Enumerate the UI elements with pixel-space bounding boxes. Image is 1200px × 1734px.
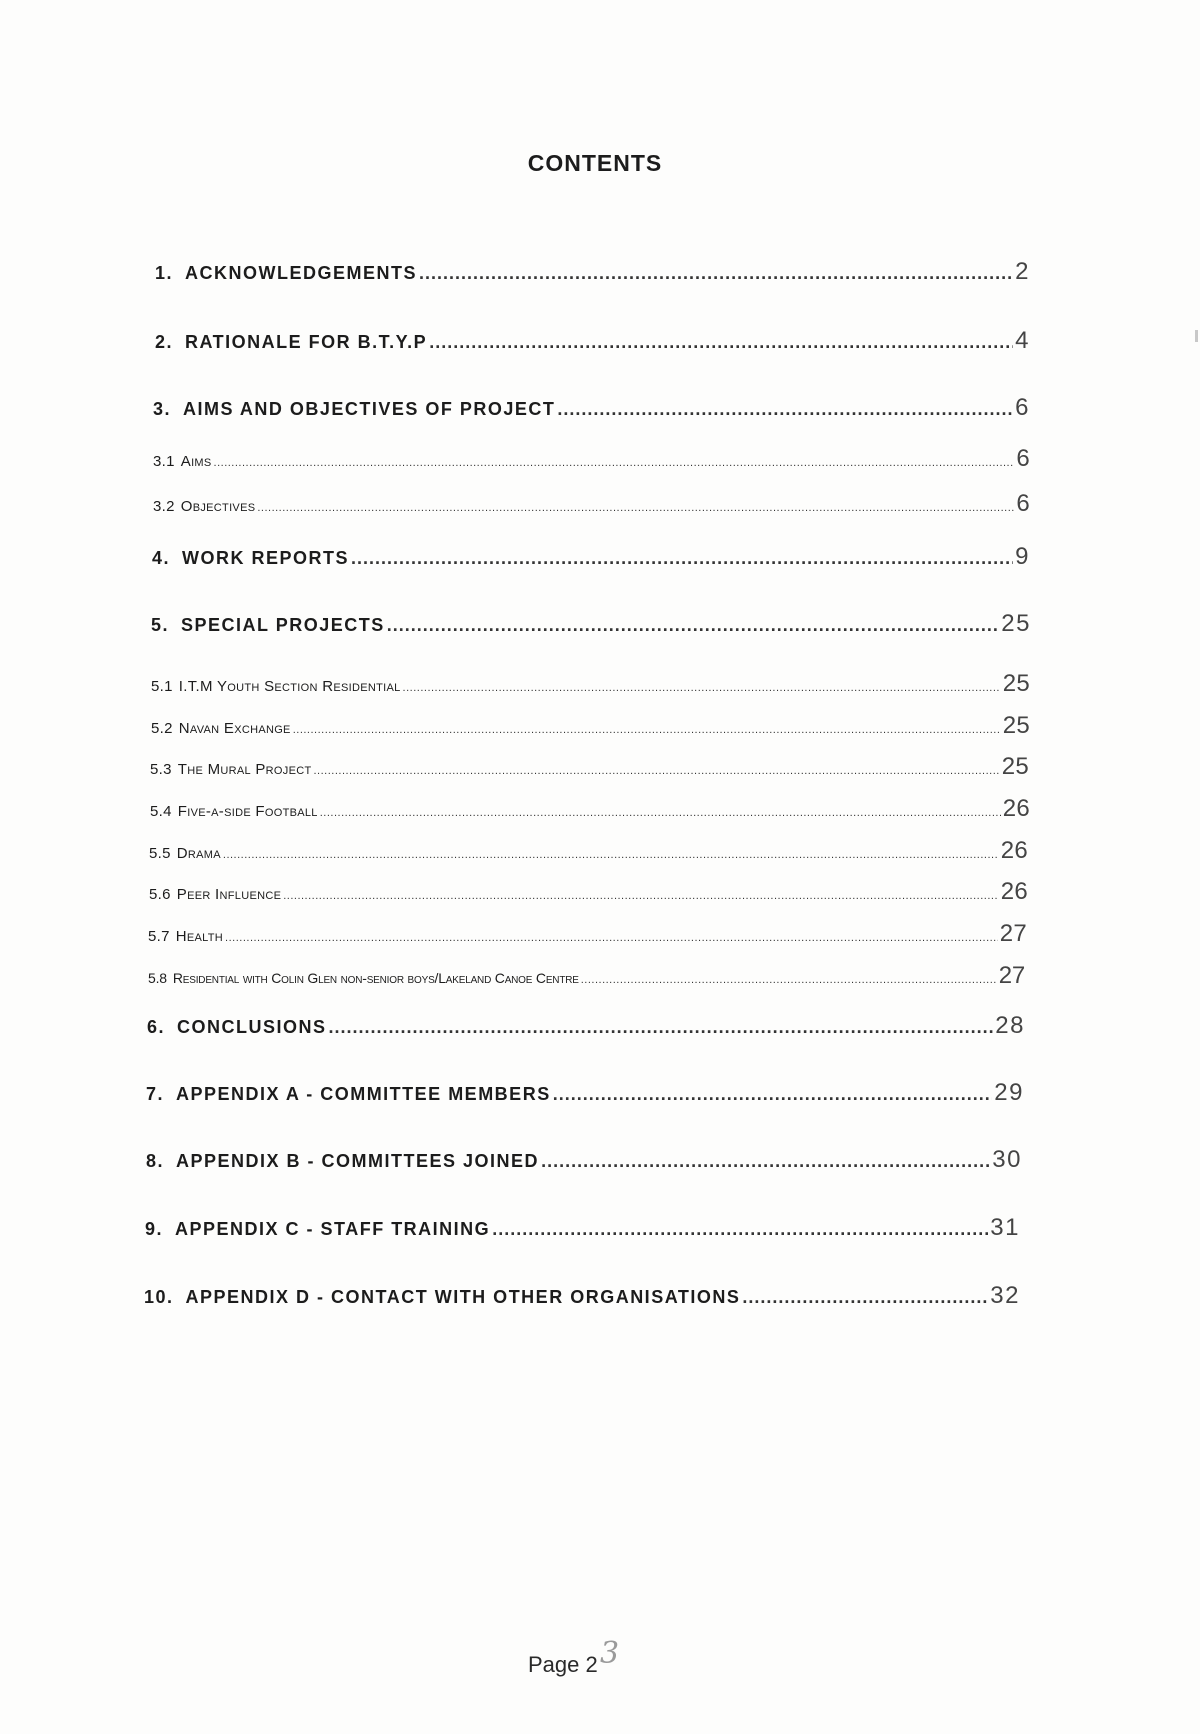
toc-subentry-aims: [153, 445, 1030, 473]
entry-number: 1.: [155, 263, 174, 283]
entry-page: 26: [1002, 795, 1030, 822]
dot-leader: [225, 932, 998, 944]
entry-page: 31: [990, 1214, 1020, 1241]
entry-page: 26: [1000, 878, 1028, 905]
dot-leader: [223, 849, 999, 861]
entry-title: APPENDIX B - COMMITTEES JOINED: [176, 1151, 540, 1171]
toc-entry-rationale: [155, 327, 1030, 355]
entry-page: 29: [994, 1079, 1024, 1106]
dot-leader: [742, 1287, 988, 1308]
toc-subentry-objectives: [153, 490, 1030, 518]
entry-title: Navan Exchange: [178, 720, 291, 737]
entry-number: 5.3: [150, 761, 172, 778]
dot-leader: [553, 1084, 993, 1105]
toc-entry-appendix-b: [146, 1146, 1022, 1174]
toc-entry-appendix-a: [146, 1079, 1024, 1107]
dot-leader: [581, 974, 997, 986]
entry-number: 8.: [146, 1151, 165, 1171]
entry-number: 10.: [144, 1287, 174, 1307]
entry-number: 5.6: [149, 886, 171, 903]
handwritten-annotation: 3: [600, 1636, 620, 1671]
entry-title: SPECIAL PROJECTS: [181, 615, 385, 635]
entry-page: 25: [1001, 753, 1029, 780]
entry-title: APPENDIX D - CONTACT WITH OTHER ORGANISATIONS: [185, 1287, 741, 1307]
page-title: CONTENTS: [527, 150, 663, 176]
page-number-footer: Page 2: [528, 1652, 598, 1677]
toc-subentry-residential-colin-glen: [148, 962, 1025, 990]
entry-number: 4.: [152, 548, 171, 568]
entry-number: 6.: [147, 1017, 166, 1037]
toc-subentry-peer-influence: [149, 878, 1028, 906]
entry-page: 32: [990, 1282, 1020, 1309]
entry-page: 27: [998, 962, 1025, 989]
entry-page: 6: [1016, 490, 1030, 517]
dot-leader: [314, 765, 1000, 777]
toc-entry-appendix-d: [144, 1282, 1020, 1310]
entry-number: 7.: [146, 1084, 165, 1104]
entry-number: 5.7: [148, 928, 170, 945]
toc-subentry-itm-residential: [151, 670, 1030, 698]
toc-subentry-navan-exchange: [151, 712, 1030, 740]
entry-number: 5.5: [149, 845, 171, 862]
entry-title: Residential with Colin Glen non-senior boys/Lakeland Canoe Centre: [172, 970, 579, 986]
entry-title: Health: [175, 928, 224, 945]
entry-page: 28: [995, 1012, 1025, 1039]
entry-title: WORK REPORTS: [182, 548, 350, 568]
dot-leader: [429, 332, 1013, 353]
dot-leader: [320, 807, 1001, 819]
entry-title: I.T.M Youth Section Residential: [178, 678, 401, 695]
dot-leader: [293, 724, 1001, 736]
entry-title: AIMS AND OBJECTIVES OF PROJECT: [183, 399, 556, 419]
toc-entry-aims-objectives: [153, 394, 1030, 422]
entry-page: 4: [1015, 327, 1030, 354]
entry-number: 5.8: [148, 970, 167, 986]
toc-entry-work-reports: [152, 543, 1030, 571]
entry-title: The Mural Project: [177, 761, 312, 778]
entry-title: RATIONALE FOR B.T.Y.P: [185, 332, 428, 352]
entry-title: Five-a-side Football: [177, 803, 318, 820]
entry-number: 9.: [145, 1219, 164, 1239]
dot-leader: [351, 548, 1013, 569]
entry-title: Objectives: [180, 498, 256, 515]
entry-page: 6: [1015, 394, 1030, 421]
entry-title: ACKNOWLEDGEMENTS: [185, 263, 418, 283]
entry-page: 26: [1000, 837, 1028, 864]
dot-leader: [419, 263, 1013, 284]
toc-entry-special-projects: [151, 610, 1031, 638]
toc-subentry-health: [148, 920, 1027, 948]
toc-entry-acknowledgements: [155, 258, 1030, 286]
dot-leader: [283, 890, 998, 902]
entry-title: Aims: [180, 453, 212, 470]
entry-title: Drama: [176, 845, 221, 862]
entry-title: Peer Influence: [176, 886, 282, 903]
entry-number: 3.: [153, 399, 172, 419]
toc-entry-conclusions: [147, 1012, 1025, 1040]
toc-entry-appendix-c: [145, 1214, 1020, 1242]
entry-number: 2.: [155, 332, 174, 352]
toc-subentry-football: [150, 795, 1030, 823]
scan-mark: [1195, 330, 1198, 342]
entry-number: 3.1: [153, 453, 175, 470]
entry-page: 25: [1002, 670, 1030, 697]
entry-page: 27: [999, 920, 1027, 947]
entry-number: 5.: [151, 615, 170, 635]
dot-leader: [403, 682, 1001, 694]
entry-page: 6: [1016, 445, 1030, 472]
dot-leader: [541, 1151, 990, 1172]
toc-subentry-mural-project: [150, 753, 1029, 781]
dot-leader: [214, 457, 1015, 469]
entry-title: APPENDIX C - STAFF TRAINING: [175, 1219, 491, 1239]
entry-page: 2: [1015, 258, 1030, 285]
entry-number: 5.4: [150, 803, 172, 820]
entry-page: 25: [1001, 610, 1031, 637]
entry-number: 5.1: [151, 678, 173, 695]
entry-title: APPENDIX A - COMMITTEE MEMBERS: [176, 1084, 551, 1104]
entry-number: 3.2: [153, 498, 175, 515]
entry-page: 30: [992, 1146, 1022, 1173]
dot-leader: [257, 502, 1014, 514]
dot-leader: [387, 615, 1000, 636]
dot-leader: [557, 399, 1013, 420]
toc-subentry-drama: [149, 837, 1028, 865]
dot-leader: [329, 1017, 994, 1038]
entry-page: 25: [1002, 712, 1030, 739]
dot-leader: [492, 1219, 988, 1240]
entry-page: 9: [1015, 543, 1030, 570]
entry-number: 5.2: [151, 720, 173, 737]
entry-title: CONCLUSIONS: [177, 1017, 327, 1037]
